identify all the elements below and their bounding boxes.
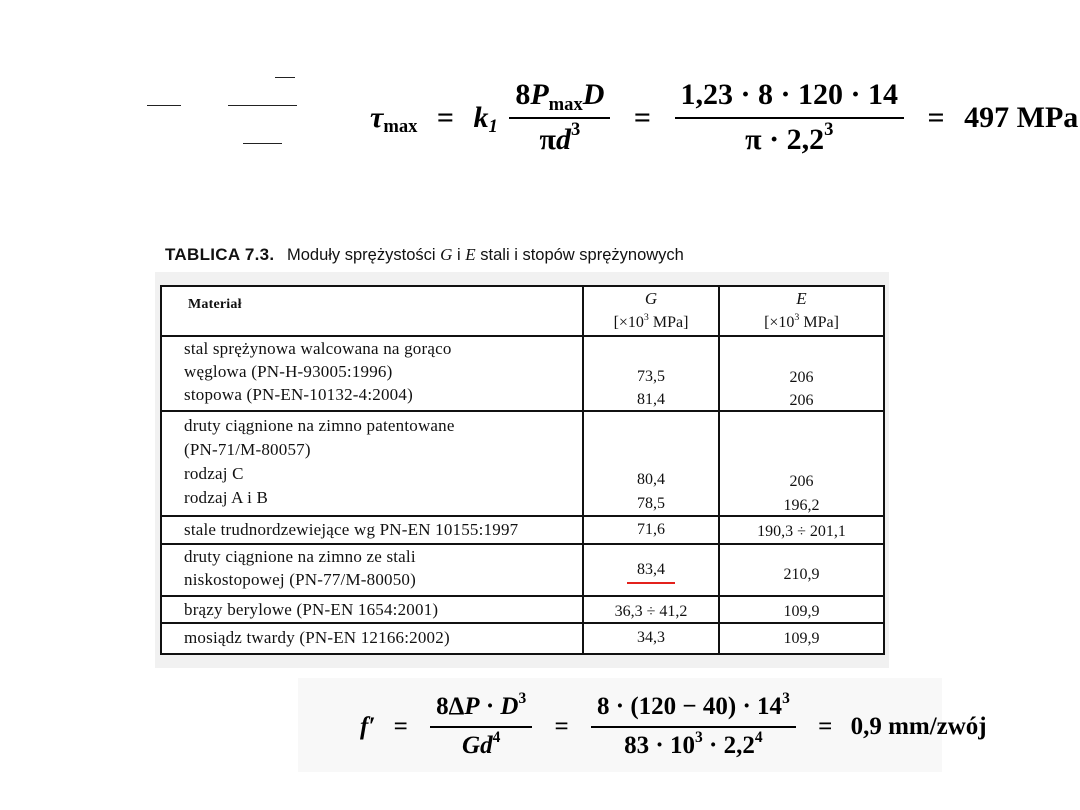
e-value: 206 <box>789 369 814 386</box>
e-value: 109,9 <box>783 630 820 647</box>
den-exponent: 3 <box>570 119 581 141</box>
header-material: Materiał <box>188 297 242 312</box>
table-row <box>162 622 883 653</box>
e-value: 206 <box>789 392 814 409</box>
k-coefficient <box>473 100 498 138</box>
material-cell <box>162 624 582 653</box>
stray-line <box>243 143 282 144</box>
e-value-cell <box>718 597 883 622</box>
unit-suffix: MPa] <box>648 314 689 331</box>
equals-sign: = <box>927 100 945 134</box>
tau-subscript: max <box>383 116 418 138</box>
equals-sign: = <box>393 712 408 740</box>
g-value: 73,5 <box>637 368 665 385</box>
fraction-numerator: 1,23 · 8 · 120 · 14 <box>680 78 899 111</box>
caption-var-e: E <box>465 245 476 264</box>
formula-shear-stress <box>370 78 1078 157</box>
e-value-cell <box>718 545 883 595</box>
num-expression: 8 · (120 − 40) · 14 <box>596 693 783 720</box>
num-coefficient: 8 <box>515 78 531 111</box>
material-cell <box>162 545 582 595</box>
g-value: 71,6 <box>637 521 665 538</box>
unit-exponent: 3 <box>643 311 649 323</box>
g-value-cell <box>582 624 718 653</box>
e-value: 190,3 ÷ 201,1 <box>757 523 846 540</box>
fraction-numerator <box>591 689 796 726</box>
g-value-cell <box>582 337 718 410</box>
e-value-cell <box>718 337 883 410</box>
table-row <box>162 543 883 595</box>
equals-sign: = <box>436 100 455 134</box>
num-exponent: 3 <box>782 689 790 707</box>
unit-exponent: 3 <box>794 311 800 323</box>
caption-text: stali i stopów sprężynowych <box>480 246 684 264</box>
material-line: mosiądz twardy (PN-EN 12166:2002) <box>184 628 450 647</box>
e-value-cell <box>718 412 883 515</box>
num-p-subscript: max <box>548 93 583 115</box>
formula-result: 0,9 mm/zwój <box>850 712 987 740</box>
material-line: rodzaj C <box>184 464 244 483</box>
material-cell <box>162 412 582 515</box>
g-value: 80,4 <box>637 471 665 488</box>
fraction-denominator <box>675 117 905 158</box>
num-dot: · <box>479 693 501 720</box>
header-g-unit <box>584 311 718 335</box>
tau-symbol: τ <box>370 100 384 134</box>
fraction-denominator <box>430 726 532 761</box>
e-value-cell <box>718 517 883 543</box>
material-line: (PN-71/M-80057) <box>184 440 311 459</box>
den-exponent-a: 3 <box>695 728 703 746</box>
stray-line <box>147 105 181 106</box>
k-symbol: k <box>473 100 489 134</box>
num-p: P <box>464 693 480 720</box>
material-line: druty ciągnione na zimno patentowane <box>184 416 455 435</box>
table-row <box>162 410 883 515</box>
caption-text: Moduły sprężystości <box>286 246 436 264</box>
fraction-symbolic <box>509 78 610 157</box>
deflection-symbol: f′ <box>360 712 376 740</box>
den-d: d <box>555 122 571 156</box>
table-row <box>162 335 883 410</box>
g-value-cell <box>582 412 718 515</box>
material-cell <box>162 517 582 543</box>
g-value-cell <box>582 517 718 543</box>
equals-sign: = <box>633 100 652 134</box>
fraction-denominator <box>591 726 796 761</box>
g-value-cell <box>582 545 718 595</box>
den-gd: Gd <box>462 731 493 759</box>
material-line: rodzaj A i B <box>184 488 269 507</box>
tau-term <box>370 100 418 138</box>
table-row <box>162 595 883 622</box>
formula-deflection <box>360 689 987 761</box>
table-header-row <box>162 287 883 335</box>
unit-prefix: [×10 <box>613 314 644 331</box>
fraction-numerator <box>430 689 532 726</box>
material-line: stopowa (PN-EN-10132-4:2004) <box>184 385 413 404</box>
g-value: 78,5 <box>637 495 665 512</box>
num-d: D <box>500 693 519 720</box>
g-value: 34,3 <box>637 629 665 646</box>
stray-line <box>275 77 295 78</box>
header-e <box>718 287 883 335</box>
den-part-b: · 2,2 <box>702 731 755 759</box>
den-part-a: 83 · 10 <box>624 731 696 759</box>
e-value: 206 <box>789 473 814 490</box>
g-value: 81,4 <box>637 391 665 408</box>
fraction-denominator <box>509 117 610 158</box>
material-line: niskostopowej (PN-77/M-80050) <box>184 570 416 589</box>
num-coefficient: 8Δ <box>436 693 465 720</box>
header-g-symbol: G <box>644 289 658 308</box>
header-e-symbol: E <box>796 289 807 308</box>
g-value-highlighted: 83,4 <box>627 560 675 584</box>
e-value: 210,9 <box>783 566 820 583</box>
table-row <box>162 515 883 543</box>
material-line: brązy berylowe (PN-EN 1654:2001) <box>184 600 439 619</box>
formula-result: 497 MPa <box>964 100 1079 134</box>
den-pi: π <box>539 122 556 156</box>
unit-suffix: MPa] <box>799 314 839 331</box>
den-exponent: 4 <box>492 728 501 746</box>
g-value: 36,3 ÷ 41,2 <box>614 603 688 620</box>
num-d: D <box>582 78 605 111</box>
e-value: 196,2 <box>783 497 820 514</box>
table-caption <box>165 245 684 265</box>
e-value-cell <box>718 624 883 653</box>
equals-sign: = <box>818 712 833 740</box>
fraction-numerator <box>509 78 610 117</box>
stray-line <box>228 105 297 106</box>
fraction-numeric <box>591 689 796 761</box>
material-line: stale trudnordzewiejące wg PN-EN 10155:1997 <box>184 520 519 539</box>
unit-prefix: [×10 <box>764 314 795 331</box>
material-line: stal sprężynowa walcowana na gorąco <box>184 339 452 358</box>
k-subscript: 1 <box>488 116 498 138</box>
den-exponent-b: 4 <box>754 728 763 746</box>
den-exponent: 3 <box>824 119 834 141</box>
caption-text: i <box>457 246 461 264</box>
material-line: węglowa (PN-H-93005:1996) <box>184 362 393 381</box>
num-p: P <box>530 78 549 111</box>
header-e-unit <box>720 311 883 335</box>
e-value: 109,9 <box>783 603 820 620</box>
caption-var-g: G <box>440 245 453 264</box>
fraction-numeric <box>675 78 905 157</box>
caption-label: TABLICA 7.3. <box>165 245 275 264</box>
material-cell <box>162 337 582 410</box>
g-value-cell <box>582 597 718 622</box>
den-base: π · 2,2 <box>745 122 825 156</box>
elastic-moduli-table <box>160 285 885 655</box>
header-g <box>582 287 718 335</box>
num-exponent: 3 <box>518 689 527 707</box>
material-line: druty ciągnione na zimno ze stali <box>184 547 416 566</box>
equals-sign: = <box>554 712 569 740</box>
material-cell <box>162 597 582 622</box>
fraction-symbolic <box>430 689 532 761</box>
